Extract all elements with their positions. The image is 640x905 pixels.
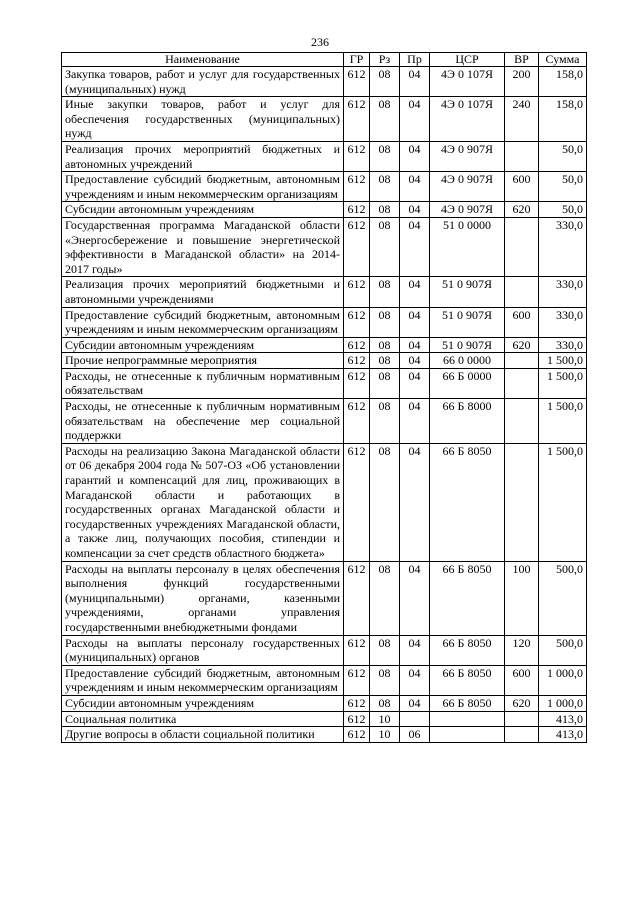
row-vr <box>505 443 539 561</box>
row-csr: 66 Б 8050 <box>430 443 505 561</box>
row-name: Закупка товаров, работ и услуг для государственных (муниципальных) нужд <box>62 67 344 97</box>
row-csr: 66 Б 8050 <box>430 561 505 635</box>
header-csr: ЦСР <box>430 53 505 67</box>
row-gr: 612 <box>344 277 370 307</box>
row-sum: 1 000,0 <box>539 695 587 711</box>
table-row <box>62 711 587 727</box>
row-name: Реализация прочих мероприятий бюджетными и автономными учреждениями <box>62 277 344 307</box>
row-rz: 08 <box>370 695 400 711</box>
row-sum: 1 500,0 <box>539 399 587 444</box>
header-name: Наименование <box>62 53 344 67</box>
row-pr: 04 <box>400 141 430 171</box>
table-row <box>62 727 587 743</box>
row-gr: 612 <box>344 695 370 711</box>
table-row <box>62 97 587 142</box>
table-row <box>62 561 587 635</box>
row-vr <box>505 217 539 276</box>
row-name: Расходы, не отнесенные к публичным нормативным обязательствам на обеспечение мер социальной поддержки <box>62 399 344 444</box>
row-csr: 4Э 0 107Я <box>430 97 505 142</box>
row-name: Расходы на выплаты персоналу государственных (муниципальных) органов <box>62 635 344 665</box>
row-csr: 51 0 0000 <box>430 217 505 276</box>
row-sum: 158,0 <box>539 67 587 97</box>
row-vr <box>505 353 539 369</box>
row-csr: 66 Б 8050 <box>430 635 505 665</box>
row-sum: 500,0 <box>539 635 587 665</box>
row-gr: 612 <box>344 337 370 353</box>
row-pr <box>400 711 430 727</box>
budget-table <box>61 52 587 743</box>
page-number: 236 <box>311 35 329 49</box>
row-sum: 50,0 <box>539 172 587 202</box>
table-row <box>62 217 587 276</box>
table-row <box>62 141 587 171</box>
row-vr: 600 <box>505 665 539 695</box>
row-gr: 612 <box>344 665 370 695</box>
row-gr: 612 <box>344 635 370 665</box>
table-row <box>62 399 587 444</box>
table-row <box>62 695 587 711</box>
row-pr: 04 <box>400 353 430 369</box>
row-gr: 612 <box>344 97 370 142</box>
row-pr: 04 <box>400 202 430 218</box>
table-row <box>62 337 587 353</box>
row-csr <box>430 711 505 727</box>
row-rz: 08 <box>370 141 400 171</box>
row-vr: 120 <box>505 635 539 665</box>
row-csr: 66 Б 8000 <box>430 399 505 444</box>
row-csr: 66 0 0000 <box>430 353 505 369</box>
row-sum: 330,0 <box>539 277 587 307</box>
row-pr: 04 <box>400 399 430 444</box>
row-sum: 330,0 <box>539 337 587 353</box>
row-vr <box>505 277 539 307</box>
table-row <box>62 635 587 665</box>
row-rz: 08 <box>370 337 400 353</box>
row-csr: 4Э 0 907Я <box>430 172 505 202</box>
row-name: Иные закупки товаров, работ и услуг для обеспечения государственных (муниципальных) нужд <box>62 97 344 142</box>
table-row <box>62 665 587 695</box>
row-gr: 612 <box>344 172 370 202</box>
row-gr: 612 <box>344 561 370 635</box>
row-name: Субсидии автономным учреждениям <box>62 337 344 353</box>
row-pr: 04 <box>400 695 430 711</box>
row-rz: 08 <box>370 67 400 97</box>
row-vr: 620 <box>505 695 539 711</box>
row-rz: 08 <box>370 353 400 369</box>
row-csr: 51 0 907Я <box>430 307 505 337</box>
row-pr: 04 <box>400 307 430 337</box>
row-csr: 66 Б 0000 <box>430 368 505 398</box>
row-pr: 04 <box>400 277 430 307</box>
row-name: Предоставление субсидий бюджетным, автономным учреждениям и иным некоммерческим организациям <box>62 665 344 695</box>
row-pr: 04 <box>400 665 430 695</box>
row-sum: 158,0 <box>539 97 587 142</box>
row-rz: 08 <box>370 202 400 218</box>
row-name: Расходы на реализацию Закона Магаданской области от 06 декабря 2004 года № 507-ОЗ «Об установлении гарантий и компенсаций для лиц, проживающих в Магаданской области и работающих в государственных органах Магаданской области и государственных учреждениях Магаданской области, а также лиц, получающих пособия, стипендии и компенсации за счет средств областного бюджета» <box>62 443 344 561</box>
row-name: Реализация прочих мероприятий бюджетных и автономных учреждений <box>62 141 344 171</box>
row-vr <box>505 399 539 444</box>
row-name: Социальная политика <box>62 711 344 727</box>
header-pr: Пр <box>400 53 430 67</box>
row-vr: 600 <box>505 307 539 337</box>
row-rz: 08 <box>370 97 400 142</box>
row-vr <box>505 711 539 727</box>
table-row <box>62 368 587 398</box>
row-gr: 612 <box>344 399 370 444</box>
row-pr: 04 <box>400 217 430 276</box>
row-pr: 04 <box>400 172 430 202</box>
row-rz: 08 <box>370 443 400 561</box>
row-gr: 612 <box>344 202 370 218</box>
row-rz: 10 <box>370 727 400 743</box>
row-pr: 04 <box>400 561 430 635</box>
row-sum: 50,0 <box>539 141 587 171</box>
row-name: Предоставление субсидий бюджетным, автономным учреждениям и иным некоммерческим организациям <box>62 307 344 337</box>
row-name: Другие вопросы в области социальной политики <box>62 727 344 743</box>
row-rz: 10 <box>370 711 400 727</box>
row-name: Субсидии автономным учреждениям <box>62 695 344 711</box>
row-vr <box>505 368 539 398</box>
table-row <box>62 67 587 97</box>
row-rz: 08 <box>370 277 400 307</box>
row-gr: 612 <box>344 67 370 97</box>
table-header-row <box>62 53 587 67</box>
table-row <box>62 172 587 202</box>
row-name: Прочие непрограммные мероприятия <box>62 353 344 369</box>
row-vr: 620 <box>505 202 539 218</box>
row-vr: 200 <box>505 67 539 97</box>
row-rz: 08 <box>370 635 400 665</box>
row-sum: 330,0 <box>539 217 587 276</box>
row-gr: 612 <box>344 141 370 171</box>
row-pr: 04 <box>400 635 430 665</box>
row-rz: 08 <box>370 561 400 635</box>
table-row <box>62 202 587 218</box>
row-rz: 08 <box>370 172 400 202</box>
row-vr <box>505 727 539 743</box>
row-name: Расходы, не отнесенные к публичным нормативным обязательствам <box>62 368 344 398</box>
row-gr: 612 <box>344 353 370 369</box>
row-vr <box>505 141 539 171</box>
row-sum: 1 500,0 <box>539 353 587 369</box>
row-name: Предоставление субсидий бюджетным, автономным учреждениям и иным некоммерческим организациям <box>62 172 344 202</box>
row-sum: 1 500,0 <box>539 368 587 398</box>
row-csr: 51 0 907Я <box>430 337 505 353</box>
row-vr: 100 <box>505 561 539 635</box>
row-csr: 4Э 0 907Я <box>430 202 505 218</box>
row-gr: 612 <box>344 368 370 398</box>
row-vr: 600 <box>505 172 539 202</box>
row-sum: 50,0 <box>539 202 587 218</box>
row-pr: 06 <box>400 727 430 743</box>
row-pr: 04 <box>400 368 430 398</box>
row-csr <box>430 727 505 743</box>
row-csr: 51 0 907Я <box>430 277 505 307</box>
row-pr: 04 <box>400 97 430 142</box>
row-vr: 240 <box>505 97 539 142</box>
row-sum: 1 000,0 <box>539 665 587 695</box>
row-sum: 413,0 <box>539 727 587 743</box>
table-row <box>62 353 587 369</box>
row-vr: 620 <box>505 337 539 353</box>
row-gr: 612 <box>344 217 370 276</box>
row-sum: 330,0 <box>539 307 587 337</box>
row-rz: 08 <box>370 665 400 695</box>
row-csr: 66 Б 8050 <box>430 695 505 711</box>
header-vr: ВР <box>505 53 539 67</box>
row-csr: 4Э 0 107Я <box>430 67 505 97</box>
row-name: Государственная программа Магаданской области «Энергосбережение и повышение энергетической эффективности в Магаданской области» на 2014-2017 годы» <box>62 217 344 276</box>
row-gr: 612 <box>344 711 370 727</box>
row-gr: 612 <box>344 307 370 337</box>
row-name: Расходы на выплаты персоналу в целях обеспечения выполнения функций государственными (муниципальными) органами, казенными учреждениями, органами управления государственными внебюджетными фондами <box>62 561 344 635</box>
header-rz: Рз <box>370 53 400 67</box>
row-rz: 08 <box>370 399 400 444</box>
row-pr: 04 <box>400 337 430 353</box>
row-gr: 612 <box>344 727 370 743</box>
row-rz: 08 <box>370 368 400 398</box>
header-gr: ГР <box>344 53 370 67</box>
row-rz: 08 <box>370 307 400 337</box>
row-pr: 04 <box>400 443 430 561</box>
header-sum: Сумма <box>539 53 587 67</box>
row-sum: 1 500,0 <box>539 443 587 561</box>
table-row <box>62 443 587 561</box>
row-pr: 04 <box>400 67 430 97</box>
row-csr: 4Э 0 907Я <box>430 141 505 171</box>
table-row <box>62 307 587 337</box>
table-row <box>62 277 587 307</box>
row-gr: 612 <box>344 443 370 561</box>
row-csr: 66 Б 8050 <box>430 665 505 695</box>
row-rz: 08 <box>370 217 400 276</box>
row-sum: 500,0 <box>539 561 587 635</box>
table-body <box>62 67 587 743</box>
row-name: Субсидии автономным учреждениям <box>62 202 344 218</box>
row-sum: 413,0 <box>539 711 587 727</box>
